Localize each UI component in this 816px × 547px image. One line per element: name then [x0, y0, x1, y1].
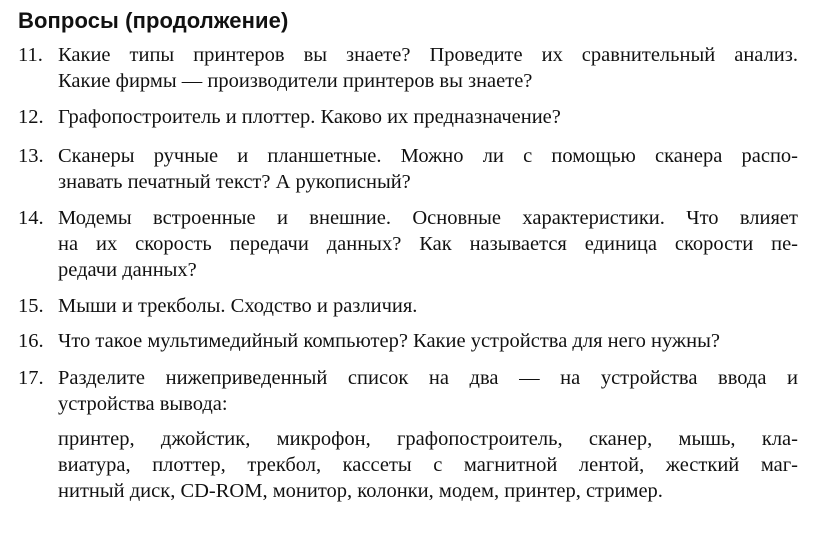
- question-13: [18, 143, 798, 195]
- device-list-line: нитный диск, CD-ROM, монитор, колонки, модем, принтер, стример.: [58, 480, 663, 502]
- question-line: Какие фирмы — производители принтеров вы знаете?: [58, 70, 533, 92]
- page-heading: Вопросы (продолжение): [18, 8, 289, 33]
- question-text: [58, 104, 798, 130]
- question-text: [58, 328, 798, 354]
- question-12: [18, 104, 798, 130]
- question-17: [18, 365, 798, 417]
- question-11: [18, 42, 798, 94]
- question-15: [18, 293, 798, 319]
- question-text: [58, 42, 798, 94]
- question-line: знавать печатный текст? А рукописный?: [58, 171, 411, 193]
- question-number: 12.: [18, 106, 44, 128]
- question-number: 17.: [18, 367, 44, 389]
- question-line: Какие типы принтеров вы знаете? Проведите их сравнительный анализ.: [58, 44, 798, 66]
- device-list-line: виатура, плоттер, трекбол, кассеты с магнитной лентой, жесткий маг-: [58, 454, 798, 476]
- question-16: [18, 328, 798, 354]
- question-line: Что такое мультимедийный компьютер? Какие устройства для него нужны?: [58, 330, 720, 352]
- question-line: устройства вывода:: [58, 393, 228, 415]
- question-line: Модемы встроенные и внешние. Основные характеристики. Что влияет: [58, 207, 798, 229]
- question-line: Мыши и трекболы. Сходство и различия.: [58, 295, 418, 317]
- question-text: [58, 143, 798, 195]
- question-line: редачи данных?: [58, 259, 197, 281]
- question-line: Графопостроитель и плоттер. Каково их предназначение?: [58, 106, 561, 128]
- question-line: Разделите нижеприведенный список на два — на устройства ввода и: [58, 367, 798, 389]
- question-14: [18, 205, 798, 283]
- question-number: 11.: [18, 44, 43, 66]
- device-list: [58, 426, 798, 504]
- question-number: 15.: [18, 295, 44, 317]
- question-number: 14.: [18, 207, 44, 229]
- question-number: 16.: [18, 330, 44, 352]
- question-line: на их скорость передачи данных? Как называется единица скорости пе-: [58, 233, 798, 255]
- question-line: Сканеры ручные и планшетные. Можно ли с помощью сканера распо-: [58, 145, 798, 167]
- question-text: [58, 365, 798, 417]
- question-text: [58, 205, 798, 283]
- device-list-line: принтер, джойстик, микрофон, графопостроитель, сканер, мышь, кла-: [58, 428, 798, 450]
- question-text: [58, 293, 798, 319]
- question-number: 13.: [18, 145, 44, 167]
